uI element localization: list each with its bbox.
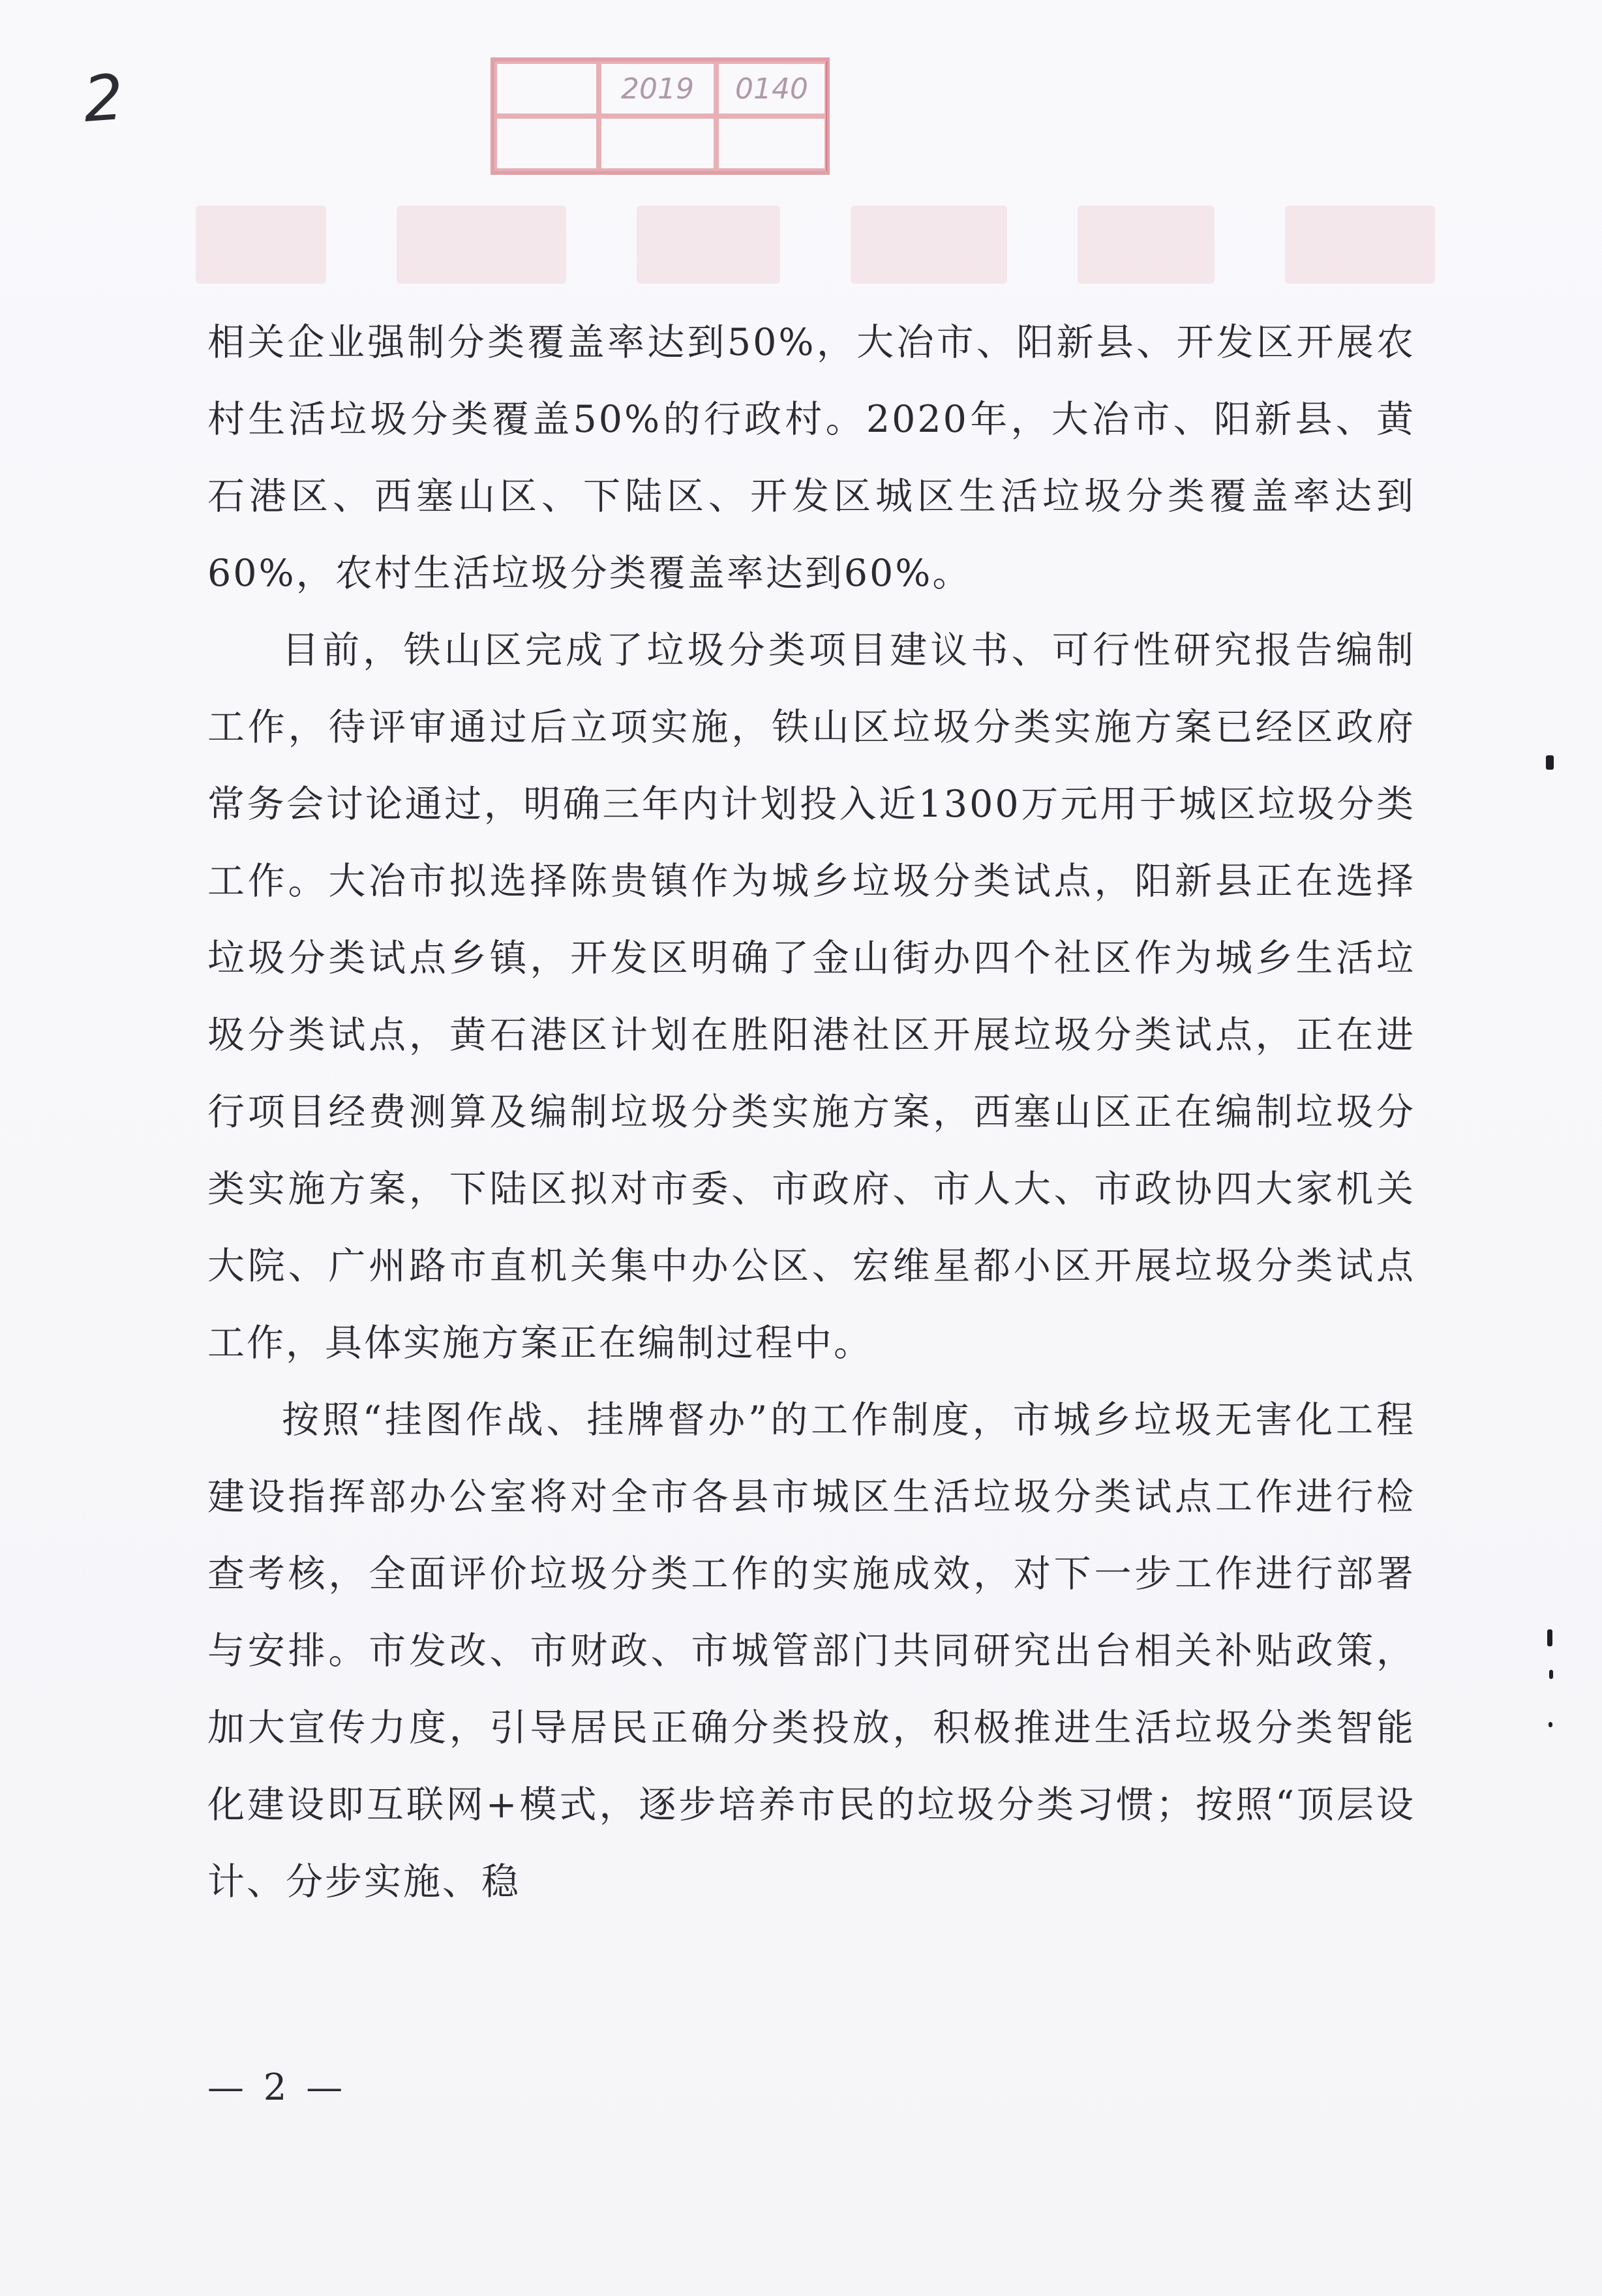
bleed-through-mark bbox=[397, 205, 566, 284]
paragraph-2: 目前，铁山区完成了垃圾分类项目建议书、可行性研究报告编制工作，待评审通过后立项实施，铁山区垃圾分类实施方案已经区政府常务会讨论通过，明确三年内计划投入近1300万元用于城区垃圾分类工作。大冶市拟选择陈贵镇作为城乡垃圾分类试点，阳新县正在选择垃圾分类试点乡镇，开发区明确了金山街办四个社区作为城乡生活垃圾分类试点，黄石港区计划在胜阳港社区开展垃圾分类试点，正在进行项目经费测算及编制垃圾分类实施方案，西塞山区正在编制垃圾分类实施方案，下陆区拟对市委、市政府、市人大、市政协四大家机关大院、广州路市直机关集中办公区、宏维星都小区开展垃圾分类试点工作，具体实施方案正在编制过程中。 bbox=[207, 629, 1415, 1365]
scan-artifact bbox=[1549, 1722, 1552, 1727]
handwritten-page-number: 2 bbox=[81, 61, 126, 136]
stamp-cell: 2019 bbox=[599, 61, 716, 116]
bleed-through-header bbox=[196, 196, 1435, 294]
body-text bbox=[207, 304, 1415, 1920]
bleed-through-mark bbox=[196, 205, 326, 284]
scan-artifact bbox=[1549, 1670, 1553, 1679]
bleed-through-mark bbox=[1078, 205, 1215, 284]
bleed-through-mark bbox=[1285, 205, 1435, 284]
scan-artifact bbox=[1546, 755, 1554, 770]
stamp-cell bbox=[494, 61, 599, 116]
footer-page-number: — 2 — bbox=[207, 2066, 347, 2109]
bleed-through-mark bbox=[851, 205, 1007, 284]
stamp-cell bbox=[716, 116, 827, 171]
stamp-cell bbox=[599, 116, 716, 171]
bleed-through-mark bbox=[637, 205, 780, 284]
received-stamp bbox=[491, 57, 830, 175]
paragraph-3: 按照“挂图作战、挂牌督办”的工作制度，市城乡垃圾无害化工程建设指挥部办公室将对全市各县市城区生活垃圾分类试点工作进行检查考核，全面评价垃圾分类工作的实施成效，对下一步工作进行部署与安排。市发改、市财政、市城管部门共同研究出台相关补贴政策，加大宣传力度，引导居民正确分类投放，积极推进生活垃圾分类智能化建设即互联网+模式，逐步培养市民的垃圾分类习惯；按照“顶层设计、分步实施、稳 bbox=[207, 1398, 1415, 1903]
stamp-cell: 0140 bbox=[716, 61, 827, 116]
paragraph-1: 相关企业强制分类覆盖率达到50%，大冶市、阳新县、开发区开展农村生活垃圾分类覆盖50%的行政村。2020年，大冶市、阳新县、黄石港区、西塞山区、下陆区、开发区城区生活垃圾分类覆盖率达到60%，农村生活垃圾分类覆盖率达到60%。 bbox=[207, 321, 1415, 595]
scan-artifact bbox=[1547, 1629, 1552, 1646]
stamp-cell bbox=[494, 116, 599, 171]
